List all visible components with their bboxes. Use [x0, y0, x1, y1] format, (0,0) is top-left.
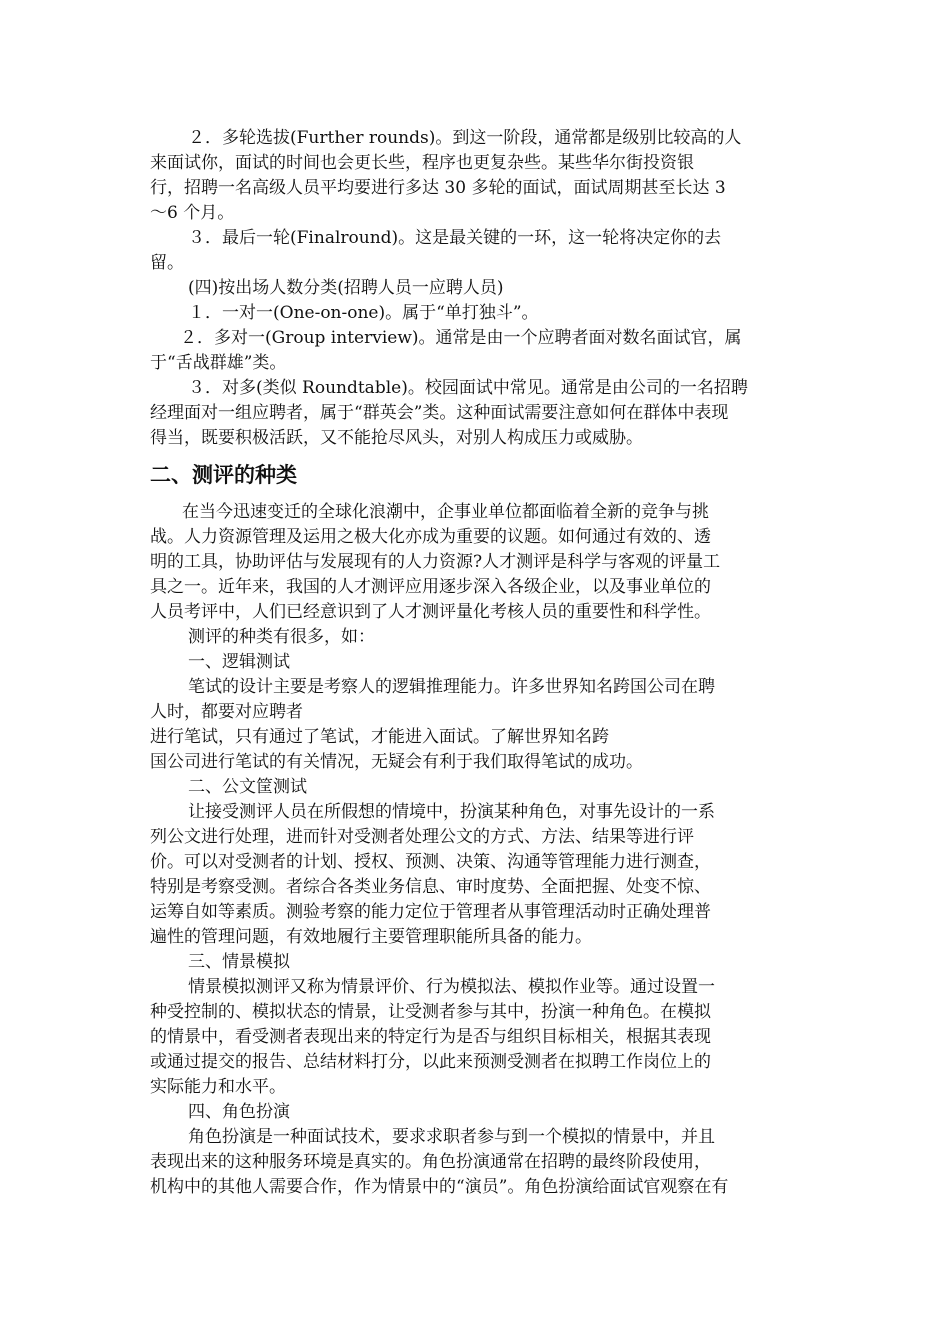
- section-heading: 二、测评的种类: [150, 463, 297, 487]
- intro-line: 明的工具，协助评估与发展现有的人力资源?人才测评是科学与客观的评量工: [150, 552, 721, 572]
- types-intro: 测评的种类有很多，如：: [188, 627, 375, 647]
- roleplay-body-line: 机构中的其他人需要合作，作为情景中的“演员”。角色扮演给面试官观察在有: [150, 1177, 729, 1197]
- inbasket-body-line: 让接受测评人员在所假想的情境中，扮演某种角色，对事先设计的一系: [188, 802, 715, 822]
- intro-line: 人员考评中，人们已经意识到了人才测评量化考核人员的重要性和科学性。: [150, 602, 711, 622]
- roleplay-heading: 四、角色扮演: [188, 1102, 290, 1122]
- para-group-interview-line: ２．多对一(Group interview)。通常是由一个应聘者面对数名面试官，属: [180, 328, 742, 348]
- inbasket-body-line: 遍性的管理问题，有效地履行主要管理职能所具备的能力。: [150, 927, 592, 947]
- para-further-rounds-line: ～6 个月。: [150, 203, 235, 223]
- logic-body-line: 国公司进行笔试的有关情况，无疑会有利于我们取得笔试的成功。: [150, 752, 643, 772]
- intro-line: 具之一。近年来，我国的人才测评应用逐步深入各级企业，以及事业单位的: [150, 577, 711, 597]
- intro-line: 在当今迅速变迁的全球化浪潮中，企事业单位都面临着全新的竞争与挑: [182, 502, 709, 522]
- para-final-round-line: 留。: [150, 253, 184, 273]
- inbasket-heading: 二、公文筐测试: [188, 777, 307, 797]
- subheading-by-count: (四)按出场人数分类(招聘人员一应聘人员): [188, 278, 504, 298]
- para-further-rounds-line: 行，招聘一名高级人员平均要进行多达 30 多轮的面试，面试周期甚至长达 3: [150, 178, 726, 198]
- logic-heading: 一、逻辑测试: [188, 652, 290, 672]
- para-roundtable-line: 经理面对一组应聘者，属于“群英会”类。这种面试需要注意如何在群体中表现: [150, 403, 729, 423]
- para-group-interview-line: 于“舌战群雄”类。: [150, 353, 287, 373]
- para-roundtable-line: 得当，既要积极活跃，又不能抢尽风头，对别人构成压力或威胁。: [150, 428, 643, 448]
- logic-body-line: 进行笔试，只有通过了笔试，才能进入面试。了解世界知名跨: [150, 727, 609, 747]
- para-one-on-one: １．一对一(One-on-one)。属于“单打独斗”。: [188, 303, 539, 323]
- roleplay-body-line: 表现出来的这种服务环境是真实的。角色扮演通常在招聘的最终阶段使用，: [150, 1152, 711, 1172]
- scenario-heading: 三、情景模拟: [188, 952, 290, 972]
- inbasket-body-line: 价。可以对受测者的计划、授权、预测、决策、沟通等管理能力进行测查，: [150, 852, 711, 872]
- intro-line: 战。人力资源管理及运用之极大化亦成为重要的议题。如何通过有效的、透: [150, 527, 711, 547]
- scenario-body-line: 的情景中，看受测者表现出来的特定行为是否与组织目标相关，根据其表现: [150, 1027, 711, 1047]
- roleplay-body-line: 角色扮演是一种面试技术，要求求职者参与到一个模拟的情景中，并且: [188, 1127, 715, 1147]
- logic-body-line: 笔试的设计主要是考察人的逻辑推理能力。许多世界知名跨国公司在聘: [188, 677, 715, 697]
- inbasket-body-line: 列公文进行处理，进而针对受测者处理公文的方式、方法、结果等进行评: [150, 827, 694, 847]
- scenario-body-line: 情景模拟测评又称为情景评价、行为模拟法、模拟作业等。通过设置一: [188, 977, 715, 997]
- scenario-body-line: 或通过提交的报告、总结材料打分，以此来预测受测者在拟聘工作岗位上的: [150, 1052, 711, 1072]
- logic-body-line: 人时，都要对应聘者: [150, 702, 303, 722]
- scenario-body-line: 实际能力和水平。: [150, 1077, 286, 1097]
- inbasket-body-line: 运筹自如等素质。测验考察的能力定位于管理者从事管理活动时正确处理普: [150, 902, 711, 922]
- para-roundtable-line: ３．对多(类似 Roundtable)。校园面试中常见。通常是由公司的一名招聘: [188, 378, 748, 398]
- scenario-body-line: 种受控制的、模拟状态的情景，让受测者参与其中，扮演一种角色。在模拟: [150, 1002, 711, 1022]
- para-further-rounds-line: ２．多轮选拔(Further rounds)。到这一阶段，通常都是级别比较高的人: [188, 128, 742, 148]
- para-further-rounds-line: 来面试你，面试的时间也会更长些，程序也更复杂些。某些华尔街投资银: [150, 153, 694, 173]
- inbasket-body-line: 特别是考察受测。者综合各类业务信息、审时度势、全面把握、处变不惊、: [150, 877, 711, 897]
- para-final-round-line: ３．最后一轮(Finalround)。这是最关键的一环，这一轮将决定你的去: [188, 228, 722, 248]
